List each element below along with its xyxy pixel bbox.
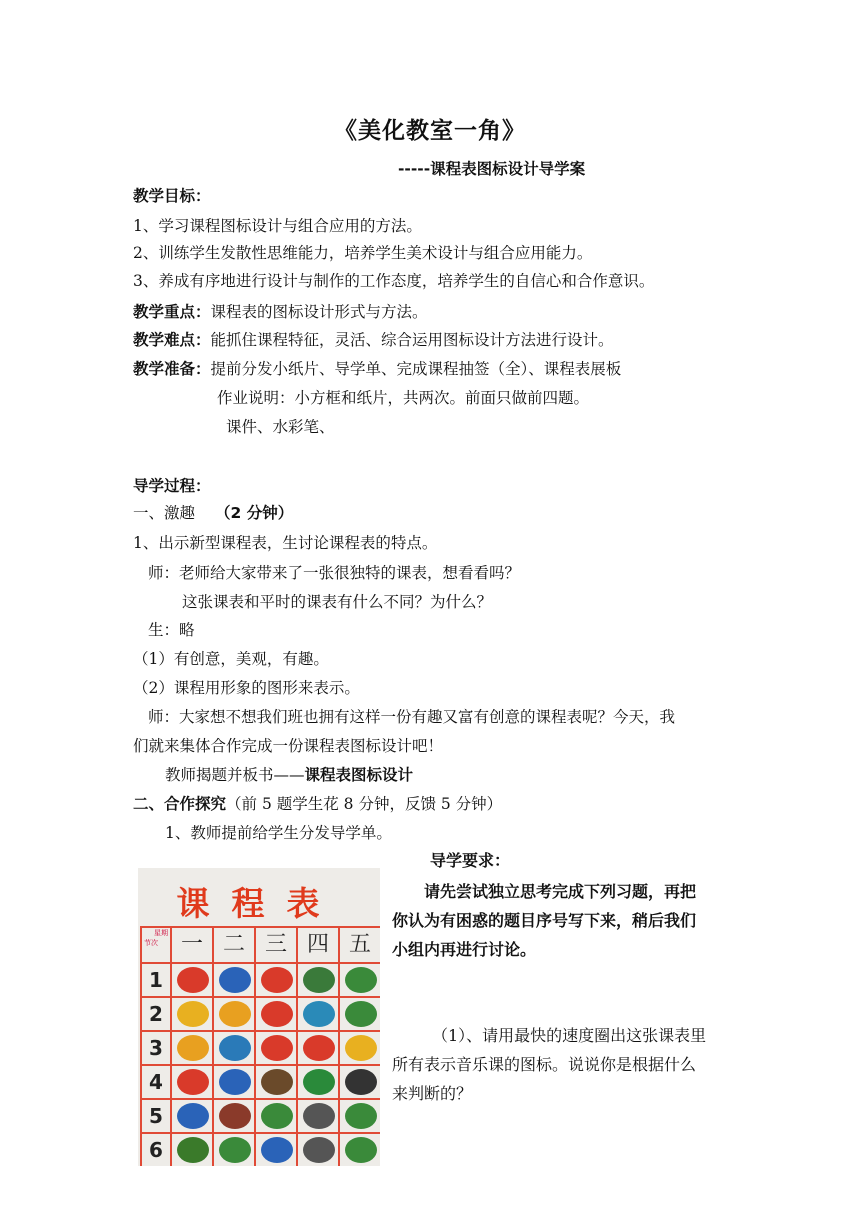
schedule-period-label: 1 [142,964,172,998]
requirements-line-2: 你认为有困惑的题目序号写下来，稍后我们 [392,911,697,930]
schedule-cell [172,1032,214,1066]
schedule-day-header: 五 [340,928,380,964]
schedule-period-label: 3 [142,1032,172,1066]
teacher-question-2: 这张课表和平时的课表有什么不同？为什么？ [182,593,493,611]
course-badge-icon [177,1001,209,1027]
course-badge-icon [219,967,251,993]
schedule-cell [340,1066,380,1100]
schedule-cell [256,1134,298,1166]
course-badge-icon [219,1103,251,1129]
schedule-cell [340,964,380,998]
question-1-line-3: 来判断的？ [392,1084,473,1103]
schedule-cell [298,1066,340,1100]
course-badge-icon [177,1035,209,1061]
course-badge-icon [303,1137,335,1163]
preparation-line-1: 提前分发小纸片、导学单、完成课程抽签（全）、课程表展板 [210,360,622,378]
schedule-cell [172,1100,214,1134]
schedule-cell [214,1134,256,1166]
schedule-grid [140,926,380,1166]
difficulty-label: 教学难点： [133,331,211,349]
course-badge-icon [219,1069,251,1095]
document-subtitle: -----课程表图标设计导学案 [398,160,586,178]
section-1-title [133,503,293,523]
schedule-cell [340,1100,380,1134]
schedule-cell [298,964,340,998]
schedule-cell [172,1066,214,1100]
schedule-cell [298,1100,340,1134]
goal-item-2: 2、训练学生发散性思维能力，培养学生美术设计与组合应用能力。 [133,244,593,262]
course-badge-icon [303,1103,335,1129]
section-2-duration: （前 5 题学生花 8 分钟，反馈 5 分钟） [226,795,503,813]
course-badge-icon [261,1069,293,1095]
course-badge-icon [219,1035,251,1061]
schedule-cell [256,1066,298,1100]
question-1-line-2: 所有表示音乐课的图标。说说你是根据什么 [392,1055,697,1074]
course-badge-icon [345,967,377,993]
course-badge-icon [345,1035,377,1061]
course-badge-icon [177,967,209,993]
schedule-cell [172,964,214,998]
course-badge-icon [345,1001,377,1027]
course-badge-icon [261,967,293,993]
course-badge-icon [219,1137,251,1163]
goal-item-1: 1、学习课程图标设计与组合应用的方法。 [133,217,422,235]
schedule-cell [298,998,340,1032]
course-badge-icon [345,1069,377,1095]
preparation [133,359,621,379]
course-badge-icon [303,967,335,993]
key-points-text: 课程表的图标设计形式与方法。 [210,303,428,321]
schedule-cell [340,998,380,1032]
schedule-cell [214,1032,256,1066]
schedule-cell [214,998,256,1032]
section-1-label: 一、激趣 [133,504,196,522]
preparation-line-2: 作业说明：小方框和纸片，共两次。前面只做前四题。 [217,389,590,407]
section-2-title [133,794,502,814]
requirements-line-3: 小组内再进行讨论。 [392,940,537,959]
schedule-photo [138,868,380,1166]
schedule-day-header: 四 [298,928,340,964]
course-badge-icon [303,1001,335,1027]
schedule-period-label: 6 [142,1134,172,1166]
course-badge-icon [261,1035,293,1061]
schedule-cell [172,1134,214,1166]
teacher-question-1: 师：老师给大家带来了一张很独特的课表，想看看吗？ [148,564,521,582]
key-points-label: 教学重点： [133,303,211,321]
course-badge-icon [261,1137,293,1163]
section-1-step: 1、出示新型课程表，生讨论课程表的特点。 [133,534,438,552]
student-answer: 生：略 [148,621,195,639]
key-points [133,302,428,322]
schedule-cell [298,1032,340,1066]
schedule-period-label: 5 [142,1100,172,1134]
reveal-topic-prefix: 教师揭题并板书—— [165,766,305,784]
difficulty-text: 能抓住课程特征，灵活、综合运用图标设计方法进行设计。 [210,331,614,349]
course-badge-icon [345,1103,377,1129]
answer-2: （2）课程用形象的图形来表示。 [133,679,360,697]
course-badge-icon [177,1103,209,1129]
teacher-prompt-2: 们就来集体合作完成一份课程表图标设计吧！ [133,737,444,755]
section-1-duration: （2 分钟） [215,504,294,522]
goal-item-3: 3、养成有序地进行设计与制作的工作态度，培养学生的自信心和合作意识。 [133,272,655,290]
course-badge-icon [219,1001,251,1027]
course-badge-icon [261,1103,293,1129]
schedule-corner-cell [142,928,172,964]
schedule-cell [214,964,256,998]
requirements-heading: 导学要求： [430,851,511,870]
schedule-cell [340,1134,380,1166]
preparation-line-3: 课件、水彩笔、 [226,418,335,436]
schedule-corner-bottom: 节次 [144,939,158,947]
teacher-prompt-1: 师：大家想不想我们班也拥有这样一份有趣又富有创意的课程表呢？今天，我 [148,708,676,726]
schedule-cell [256,1100,298,1134]
schedule-cell [214,1100,256,1134]
schedule-period-label: 4 [142,1066,172,1100]
schedule-day-header: 三 [256,928,298,964]
course-badge-icon [303,1035,335,1061]
course-badge-icon [345,1137,377,1163]
document-title: 《美化教室一角》 [334,118,526,144]
course-badge-icon [303,1069,335,1095]
process-heading: 导学过程： [133,477,211,495]
question-1-line-1: （1）、请用最快的速度圈出这张课表里 [432,1026,707,1045]
schedule-cell [172,998,214,1032]
schedule-day-header: 二 [214,928,256,964]
reveal-topic [165,765,413,785]
difficulty [133,330,614,350]
schedule-cell [256,1032,298,1066]
schedule-day-header: 一 [172,928,214,964]
schedule-cell [340,1032,380,1066]
course-badge-icon [177,1137,209,1163]
schedule-photo-title: 课程表 [176,884,342,923]
schedule-period-label: 2 [142,998,172,1032]
schedule-cell [256,964,298,998]
course-badge-icon [177,1069,209,1095]
goals-heading: 教学目标： [133,187,211,205]
schedule-cell [298,1134,340,1166]
section-2-step: 1、教师提前给学生分发导学单。 [165,824,392,842]
requirements-line-1: 请先尝试独立思考完成下列习题，再把 [424,882,697,901]
preparation-label: 教学准备： [133,360,211,378]
section-2-label: 二、合作探究 [133,795,227,813]
schedule-cell [256,998,298,1032]
course-badge-icon [261,1001,293,1027]
reveal-topic-title: 课程表图标设计 [304,766,414,784]
answer-1: （1）有创意，美观，有趣。 [133,650,329,668]
schedule-cell [214,1066,256,1100]
schedule-corner-top: 星期 [154,929,168,937]
